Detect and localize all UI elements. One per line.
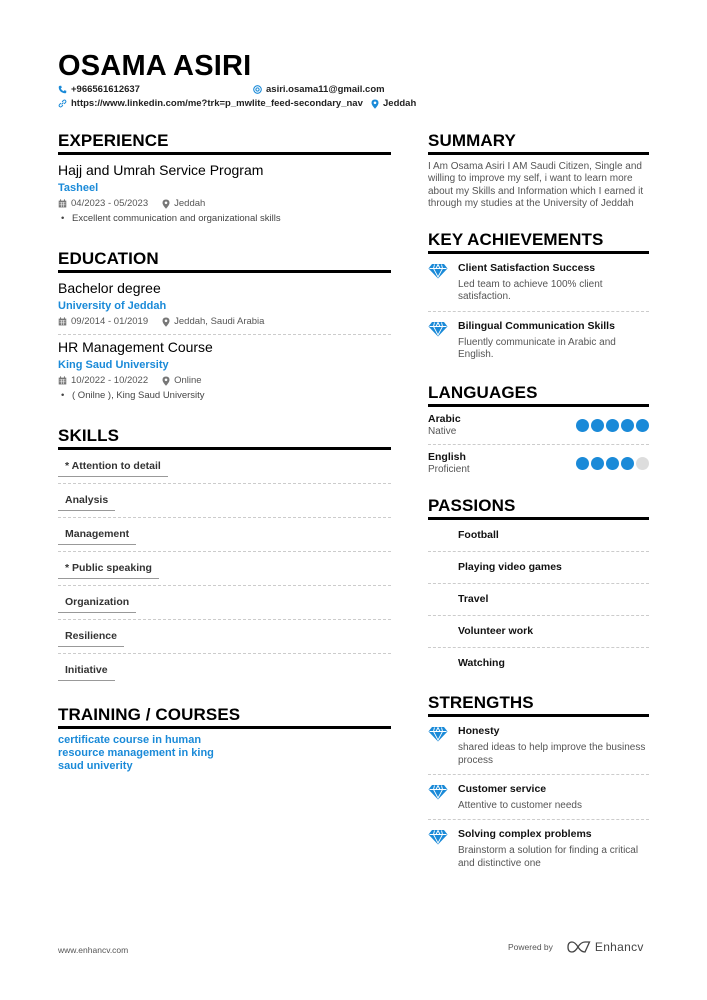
email-address[interactable]: asiri.osama11@gmail.com xyxy=(266,84,385,95)
location-pin-icon xyxy=(371,99,379,109)
skill-tag: Initiative xyxy=(58,663,115,681)
dates-text: 04/2023 - 05/2023 xyxy=(71,198,149,209)
rating-dot-filled xyxy=(606,457,619,470)
skill-tag: * Public speaking xyxy=(58,561,159,579)
achievement-title: Bilingual Communication Skills xyxy=(458,319,615,332)
strength-desc: shared ideas to help improve the business process xyxy=(458,742,646,766)
language-name: Arabic xyxy=(428,413,461,426)
education-meta xyxy=(58,315,391,328)
strength-item xyxy=(428,820,649,870)
phone-number[interactable]: +966561612637 xyxy=(71,84,140,95)
rating-dot-filled xyxy=(591,419,604,432)
diamond-icon xyxy=(428,829,448,845)
location-pin-icon xyxy=(162,376,170,386)
job-dates xyxy=(58,197,148,210)
location-text: Jeddah xyxy=(383,98,417,109)
school-name: King Saud University xyxy=(58,359,169,371)
skill-item xyxy=(58,518,391,545)
skill-tag: Analysis xyxy=(58,493,115,511)
location-pin-icon xyxy=(162,199,170,209)
passion-item: Football xyxy=(428,520,649,552)
left-column xyxy=(58,131,391,773)
strength-desc: Attentive to customer needs xyxy=(458,799,582,811)
diamond-icon xyxy=(428,784,448,800)
passion-item: Playing video games xyxy=(428,552,649,584)
passions-heading: PASSIONS xyxy=(428,496,649,520)
calendar-icon xyxy=(58,376,67,385)
location-text: Jeddah xyxy=(174,198,206,209)
enhancv-logo-icon xyxy=(567,941,591,953)
rating-dot-filled xyxy=(636,419,649,432)
strengths-section xyxy=(428,693,649,869)
achievement-desc: Led team to achieve 100% client satisfaction. xyxy=(458,279,603,303)
calendar-icon xyxy=(58,199,67,208)
language-level: Native xyxy=(428,426,457,438)
calendar-icon xyxy=(58,317,67,326)
education-item xyxy=(58,280,391,328)
contact-row-1 xyxy=(58,84,658,98)
phone-icon xyxy=(58,85,67,94)
skill-item xyxy=(58,620,391,647)
passion-item: Volunteer work xyxy=(428,616,649,648)
phone-contact xyxy=(58,84,140,95)
passion-item: Watching xyxy=(458,657,505,670)
candidate-name: OSAMA ASIRI xyxy=(58,50,252,82)
skills-section xyxy=(58,426,391,681)
experience-section xyxy=(58,131,391,225)
language-rating xyxy=(574,457,649,470)
education-location xyxy=(162,374,201,387)
languages-heading: LANGUAGES xyxy=(428,383,649,407)
job-location xyxy=(162,197,205,210)
strength-title: Solving complex problems xyxy=(458,828,592,841)
skill-item xyxy=(58,484,391,511)
dates-text: 10/2022 - 10/2022 xyxy=(71,375,149,386)
strength-item xyxy=(428,775,649,812)
brand-name: Enhancv xyxy=(594,940,644,954)
language-level: Proficient xyxy=(428,464,470,476)
contact-row-2 xyxy=(58,98,658,112)
achievement-item xyxy=(428,254,649,304)
rating-dot-filled xyxy=(591,457,604,470)
job-meta xyxy=(58,197,391,210)
skill-tag: * Attention to detail xyxy=(58,459,168,477)
strength-desc: Brainstorm a solution for finding a critical and distinctive one xyxy=(458,845,639,869)
experience-heading: EXPERIENCE xyxy=(58,131,391,155)
degree-title: Bachelor degree xyxy=(58,280,161,296)
diamond-icon xyxy=(428,263,448,279)
skill-tag: Resilience xyxy=(58,629,124,647)
strength-title: Honesty xyxy=(458,725,500,738)
company-name: Tasheel xyxy=(58,182,99,194)
job-title: Hajj and Umrah Service Program xyxy=(58,162,264,178)
footer-branding xyxy=(508,940,644,954)
strength-item xyxy=(428,717,649,767)
email-contact xyxy=(253,84,385,95)
rating-dot-filled xyxy=(606,419,619,432)
education-dates xyxy=(58,315,148,328)
education-item xyxy=(58,339,391,402)
summary-heading: SUMMARY xyxy=(428,131,649,155)
rating-dot-filled xyxy=(576,419,589,432)
link-icon xyxy=(58,99,67,108)
language-item xyxy=(428,445,649,476)
summary-text: I Am Osama Asiri I AM Saudi Citizen, Single and willing to improve my self, i want to learn more about my Skills and Information which I earned it through my studies at the University of Jeddah xyxy=(428,161,644,209)
training-heading: TRAINING / COURSES xyxy=(58,705,391,729)
strength-title: Customer service xyxy=(458,782,547,795)
education-location xyxy=(162,315,264,328)
education-dates xyxy=(58,374,148,387)
at-icon xyxy=(253,85,262,94)
divider xyxy=(58,334,391,335)
resume-header xyxy=(58,50,658,112)
location-pin-icon xyxy=(162,317,170,327)
powered-by-text: Powered by xyxy=(508,942,553,952)
experience-item xyxy=(58,162,391,225)
training-section xyxy=(58,705,391,773)
passions-section xyxy=(428,496,649,679)
linkedin-url[interactable]: https://www.linkedin.com/me?trk=p_mwlite_feed-secondary_nav xyxy=(71,98,363,109)
strengths-heading: STRENGTHS xyxy=(428,693,649,717)
dates-text: 09/2014 - 01/2019 xyxy=(71,316,149,327)
rating-dot-filled xyxy=(576,457,589,470)
linkedin-contact xyxy=(58,98,363,109)
school-name: University of Jeddah xyxy=(58,300,167,312)
rating-dot-filled xyxy=(621,419,634,432)
achievements-heading: KEY ACHIEVEMENTS xyxy=(428,230,649,254)
skill-item xyxy=(58,654,391,681)
skill-item xyxy=(58,586,391,613)
languages-section xyxy=(428,383,649,476)
skill-tag: Management xyxy=(58,527,136,545)
diamond-icon xyxy=(428,321,448,337)
training-item: certificate course in human resource management in king saud univerity xyxy=(58,734,214,772)
rating-dot-filled xyxy=(621,457,634,470)
achievement-title: Client Satisfaction Success xyxy=(458,262,596,275)
achievements-section xyxy=(428,230,649,361)
education-bullet: • ( Onilne ), King Saud University xyxy=(58,389,391,402)
diamond-icon xyxy=(428,726,448,742)
right-column xyxy=(428,131,649,870)
skill-tag: Organization xyxy=(58,595,136,613)
degree-title: HR Management Course xyxy=(58,339,213,355)
rating-dot-empty xyxy=(636,457,649,470)
footer-website[interactable]: www.enhancv.com xyxy=(58,945,129,955)
skill-item xyxy=(58,450,391,477)
language-name: English xyxy=(428,451,466,464)
skills-heading: SKILLS xyxy=(58,426,391,450)
education-section xyxy=(58,249,391,402)
location-text: Jeddah, Saudi Arabia xyxy=(174,316,265,327)
location-contact xyxy=(371,98,416,109)
location-text: Online xyxy=(174,375,202,386)
achievement-desc: Fluently communicate in Arabic and English. xyxy=(458,336,616,361)
education-heading: EDUCATION xyxy=(58,249,391,273)
achievement-item xyxy=(428,312,649,362)
job-bullet: • Excellent communication and organizational skills xyxy=(58,212,391,225)
education-meta xyxy=(58,374,391,387)
summary-section xyxy=(428,131,649,210)
language-item xyxy=(428,407,649,438)
language-rating xyxy=(574,419,649,432)
passion-item: Travel xyxy=(428,584,649,616)
skill-item xyxy=(58,552,391,579)
